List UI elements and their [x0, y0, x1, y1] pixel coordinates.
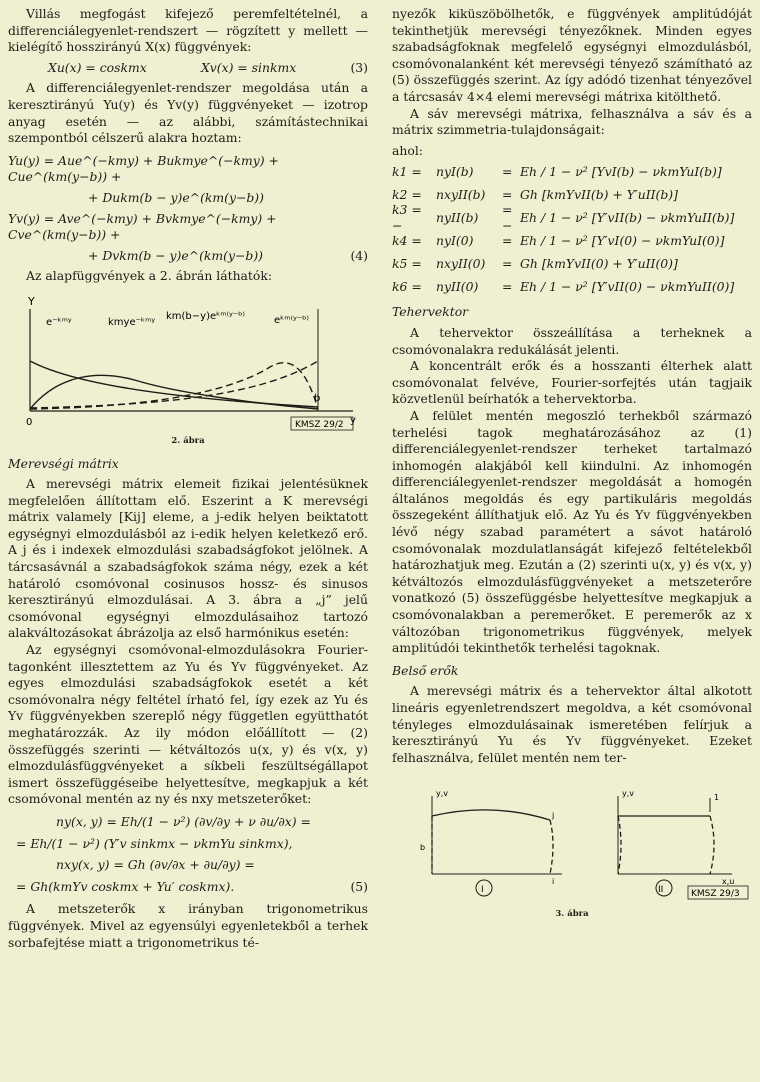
equation-part: Xu(x) = coskmx [48, 59, 147, 75]
paragraph: nyezők kiküszöbölhetők, e függvények amplitúdóját tekinthetjük merevségi tényezőknek. Minden egyes szabadságfoknak megfelelő egységnyi elmozdulásból, csomóvonalanként két merevségi tényező számítható az (5) összefüggés szerint. Az így adódó tizenhat tényezővel a tárcsasáv 4×4 elemi merevségi mátrixa kitölthető. [392, 6, 752, 104]
case-circle-1 [476, 880, 492, 896]
coefficient-fraction: Eh / 1 − ν² [520, 210, 588, 226]
coefficient-part: = [502, 279, 513, 295]
coefficient-part: = [502, 233, 513, 249]
coefficient-row [392, 276, 752, 298]
coefficient-row [392, 161, 752, 183]
node-label: j [552, 811, 555, 821]
axis-label: x,u [722, 877, 735, 887]
equation-line: Yv(y) = Ave^(−kmy) + Bvkmye^(−kmy) + Cve^(km(y−b)) + [8, 210, 277, 243]
stamp-label: KMSZ 29/3 [691, 889, 740, 900]
case-label: I [481, 885, 484, 896]
section-heading: Merevségi mátrix [8, 455, 119, 471]
coefficient-part: = [502, 256, 513, 272]
coefficient-part: nyI(b) [436, 164, 474, 180]
deformed-sides-1 [432, 816, 553, 874]
case-label: II [658, 885, 664, 896]
paragraph: A sáv merevségi mátrixa, felhasználva a sáv és a mátrix szimmetria-tulajdonságait: [392, 105, 752, 138]
stamp-label: KMSZ 29/2 [295, 419, 344, 430]
curve-label: e⁻ᵏᵐʸ [46, 316, 72, 328]
curve-km-b-y [30, 363, 321, 409]
b-label: b [314, 392, 321, 404]
equation-line: + Dukm(b − y)e^(km(y−b)) [88, 189, 264, 205]
coefficient-fraction: Eh / 1 − ν² [520, 164, 588, 180]
paragraph: A koncentrált erők és a hosszanti élterhek alatt csomóvonalat felvéve, Fourier-sorfejtés után tagjaik közvetlenül beírhatók a tehervektorba. [392, 358, 752, 407]
axis-label: y,v [622, 789, 635, 799]
coefficient-part: nyII(b) [436, 210, 479, 226]
figure-caption: 3. ábra [555, 909, 589, 920]
b-label: b [420, 843, 426, 853]
deformed-sides-2 [618, 816, 714, 874]
equation-line: = Eh/(1 − ν²) (Y′v sinkmx − νkmYu sinkmx), [16, 835, 293, 851]
right-column [392, 6, 752, 923]
section-heading: Belső erők [392, 662, 459, 678]
equation-line: + Dvkm(b − y)e^(km(y−b)) [88, 247, 263, 263]
ahol-label: ahol: [392, 142, 423, 158]
equation-number: (3) [350, 59, 368, 75]
coefficient-part: nyII(0) [436, 279, 479, 295]
equation-line: = Gh(kmYv coskmx + Yu′ coskmx). [16, 878, 235, 894]
deformed-edge-1 [432, 810, 550, 820]
coefficient-row [392, 253, 752, 275]
paragraph: A merevségi mátrix és a tehervektor által alkotott lineáris egyenletrendszert megoldva, a két csomóvonal tényleges elmozdulásainak ismeretében felírjuk a keresztirányú Yu és Yv függvényeket. Ezeket felhasználva, felület mentén nem ter- [392, 683, 752, 765]
axis-label: y [350, 414, 356, 426]
coefficient-part: k3 = − [392, 201, 422, 234]
stiffness-coefficients [392, 161, 752, 298]
curve-label: kmye⁻ᵏᵐʸ [108, 316, 156, 328]
coefficient-row [392, 230, 752, 252]
coefficient-part: Gh [kmYvII(b) + Y′uII(b)] [520, 187, 678, 203]
coefficient-fraction: Eh / 1 − ν² [520, 279, 588, 295]
coefficient-part: [Y′vII(b) − νkmYuII(b)] [591, 210, 735, 226]
equation-5 [8, 814, 368, 895]
coefficient-part: [Y′vII(0) − νkmYuII(0)] [591, 279, 735, 295]
curve-label: km(b−y)eᵏᵐ⁽ʸ⁻ᵇ⁾ [166, 310, 245, 322]
curve-exp-growth [30, 361, 321, 408]
axis-label: Y [28, 294, 35, 308]
coefficient-part: [YvI(b) − νkmYuI(b)] [591, 164, 722, 180]
left-column [8, 6, 368, 951]
equation-number: (5) [350, 878, 368, 894]
unit-label: 1 [714, 793, 720, 803]
figure-2-plot [8, 289, 368, 431]
coefficient-fraction: Eh / 1 − ν² [520, 233, 588, 249]
coefficient-part: k2 = [392, 187, 422, 203]
figure-caption: 2. ábra [171, 435, 205, 446]
coefficient-part: = [502, 187, 513, 203]
coefficient-part: k1 = [392, 164, 422, 180]
coefficient-row [392, 184, 752, 206]
paragraph: A differenciálegyenlet-rendszer megoldása után a keresztirányú Yu(y) és Yv(y) függvényeket — izotrop anyag esetén — az alábbi, számítástechnikai szempontból célszerű alakra hoztam: [8, 80, 368, 146]
equation-line: nxy(x, y) = Gh (∂v/∂x + ∂u/∂y) = [56, 857, 255, 873]
section-heading: Tehervektor [392, 304, 469, 320]
coefficient-part: nxyII(b) [436, 187, 486, 203]
paragraph: A merevségi mátrix elemeit fizikai jelentésüknek megfelelően állítottam elő. Eszerint a K merevségi mátrix valamely [Kij] eleme, a j-edik helyen beiktatott egységnyi elmozdulásból az i-edik helyen keletkező erő. A j és i indexek elmozdulási szabadságfokot jelölnek. A tárcsasávnál a szabadságfokok száma négy, ezek a két határoló csomóvonal cosinusos hossz- és sinusos keresztirányú elmozdulásai. A 3. ábra a „j” jelű csomóvonal egységnyi elmozdulásaihoz tartozó alakváltozásokat ábrázolja az első harmónikus esetén: [8, 476, 368, 641]
paragraph: A metszeterők x irányban trigonometrikus függvények. Mivel az egyensúlyi egyenletekből a terhek sorbafejtése miatt a trigonometrikus té- [8, 901, 368, 950]
paragraph: Az alapfüggvények a 2. ábrán láthatók: [26, 268, 273, 284]
coefficient-part: k5 = [392, 256, 422, 272]
coefficient-part: [Y′vI(0) − νkmYuI(0)] [591, 233, 725, 249]
equation-line: ny(x, y) = Eh/(1 − ν²) (∂v/∂y + ν ∂u/∂x) = [56, 813, 311, 829]
axis-label: y,v [436, 789, 449, 799]
coefficient-row [392, 201, 752, 234]
coefficient-part: = − [502, 201, 513, 234]
equation-line: Yu(y) = Aue^(−kmy) + Bukmye^(−kmy) + Cue^(km(y−b)) + [8, 152, 279, 185]
paragraph: A tehervektor összeállítása a terheknek a csomóvonalakra redukálását jelenti. [392, 324, 752, 357]
paragraph: Villás megfogást kifejező peremfeltételnél, a differenciálegyenlet-rendszert — rögzített y mellett — kielégítő hosszirányú X(x) függvények: [8, 6, 368, 55]
equation-3 [8, 60, 368, 77]
paragraph: Az egységnyi csomóvonal-elmozdulásokra Fourier-tagonként illesztettem az Yu és Yv függvényeket. Az egyes elmozdulási szabadságfokok esetét a két csomóvonalra négy feltétel írható fel, így ezek az Yu és Yv függvényekben szereplő négy független együtthatót meghatározzák. Az ily módon előállított — (2) összefüggés szerinti — kétváltozós u(x, y) és v(x, y) elmozdulásfüggvényeket a síkbeli feszültségállapot ismert összefüggéseibe helyettesítve, megkapjuk a két csomóvonal mentén az ny és nxy metszeterőket: [8, 642, 368, 807]
coefficient-part: nyI(0) [436, 233, 474, 249]
coefficient-part: k4 = [392, 233, 422, 249]
equation-part: Xv(x) = sinkmx [200, 59, 297, 75]
node-label: i [552, 877, 555, 887]
figure-3-drawing [392, 784, 752, 904]
coefficient-part: k6 = [392, 279, 422, 295]
coefficient-part: = [502, 164, 513, 180]
equation-4 [8, 153, 368, 265]
coefficient-part: Gh [kmYvII(0) + Y′uII(0)] [520, 256, 678, 272]
paragraph: A felület mentén megoszló terhekből származó terhelési tagok meghatározásához az (1) differenciálegyenlet-rendszer terheket tartalmazó inhomogén alakjából kell kiindulni. Az inhomogén differenciálegyenlet-rendszer megoldását a homogén általános megoldás és egy partikuláris megoldás összegeként állíthatjuk elő. Az Yu és Yv függvényekben lévő négy szabad paramétert a sávot határoló csomóvonalak mozdulatlanságát kifejező feltételekből határozhatjuk meg. Ezután a (2) szerinti u(x, y) és v(x, y) kétváltozós elmozdulásfüggvényeket a metszeterőre vonatkozó (5) összefüggésbe helyettesítve megkapjuk a csomóvonalakban a peremerőket. E peremerők az x változóban trigonometrikus függvények, melyek amplitúdói tekinthetők terhelési tagoknak. [392, 407, 752, 656]
coefficient-part: nxyII(0) [436, 256, 486, 272]
curve-label: eᵏᵐ⁽ʸ⁻ᵇ⁾ [274, 314, 309, 326]
origin-label: 0 [26, 416, 33, 428]
equation-number: (4) [350, 247, 368, 263]
